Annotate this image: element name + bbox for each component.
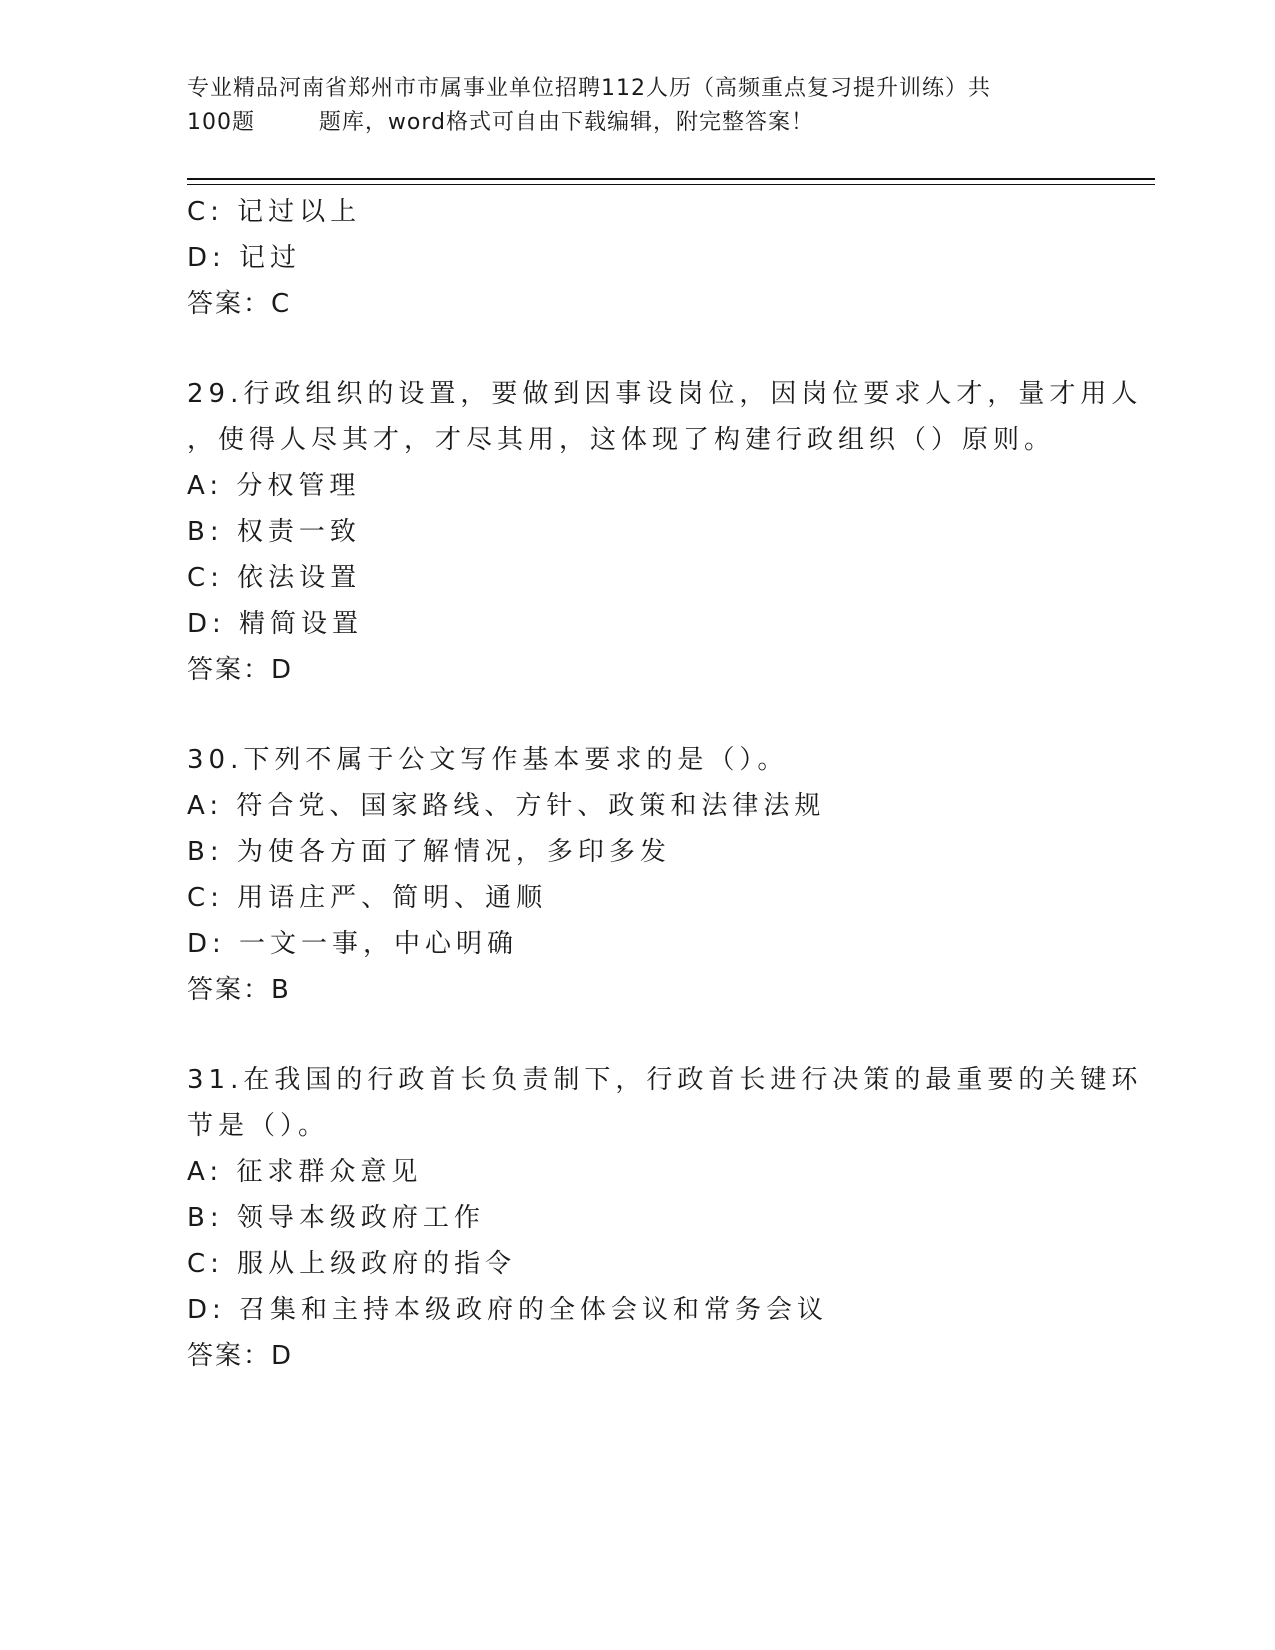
page-header [187, 72, 1087, 140]
answer-line: 答案：C [187, 289, 292, 319]
option-c: C: 依法设置 [187, 563, 362, 593]
question-block-28-continued [187, 189, 1107, 327]
spacer [187, 1013, 1107, 1057]
option-a: A: 征求群众意见 [187, 1157, 423, 1187]
option-d: D: 一文一事，中心明确 [187, 929, 519, 959]
spacer [187, 693, 1107, 737]
header-line-2: 100题 题库，word格式可自由下载编辑，附完整答案！ [187, 110, 815, 135]
answer-line: 答案：D [187, 655, 294, 685]
answer-line: 答案：D [187, 1341, 294, 1371]
option-c: C: 服从上级政府的指令 [187, 1249, 517, 1279]
question-block-30 [187, 737, 1107, 1013]
header-line-1: 专业精品河南省郑州市市属事业单位招聘112人历（高频重点复习提升训练）共 [187, 76, 991, 101]
answer-line: 答案：B [187, 975, 291, 1005]
option-d: D: 记过 [187, 243, 302, 273]
option-b: B: 权责一致 [187, 517, 361, 547]
question-text: 节是（）。 [187, 1111, 330, 1141]
question-block-29 [187, 371, 1143, 693]
option-d: D: 精简设置 [187, 609, 364, 639]
question-text: 29.行政组织的设置，要做到因事设岗位，因岗位要求人才，量才用人 [187, 379, 1143, 409]
option-a: A: 分权管理 [187, 471, 361, 501]
spacer [187, 327, 1107, 371]
option-c: C: 记过以上 [187, 197, 362, 227]
option-a: A: 符合党、国家路线、方针、政策和法律法规 [187, 791, 826, 821]
header-divider-thin [187, 184, 1155, 185]
option-d: D: 召集和主持本级政府的全体会议和常务会议 [187, 1295, 829, 1325]
question-block-31 [187, 1057, 1143, 1379]
option-b: B: 领导本级政府工作 [187, 1203, 485, 1233]
question-text: 30.下列不属于公文写作基本要求的是（）。 [187, 745, 789, 775]
option-b: B: 为使各方面了解情况，多印多发 [187, 837, 671, 867]
header-divider-thick [187, 178, 1155, 180]
question-text: 31.在我国的行政首长负责制下，行政首长进行决策的最重要的关键环 [187, 1065, 1143, 1095]
question-text: ，使得人尽其才，才尽其用，这体现了构建行政组织（）原则。 [187, 425, 1056, 455]
question-list [187, 189, 1143, 1379]
option-c: C: 用语庄严、简明、通顺 [187, 883, 548, 913]
